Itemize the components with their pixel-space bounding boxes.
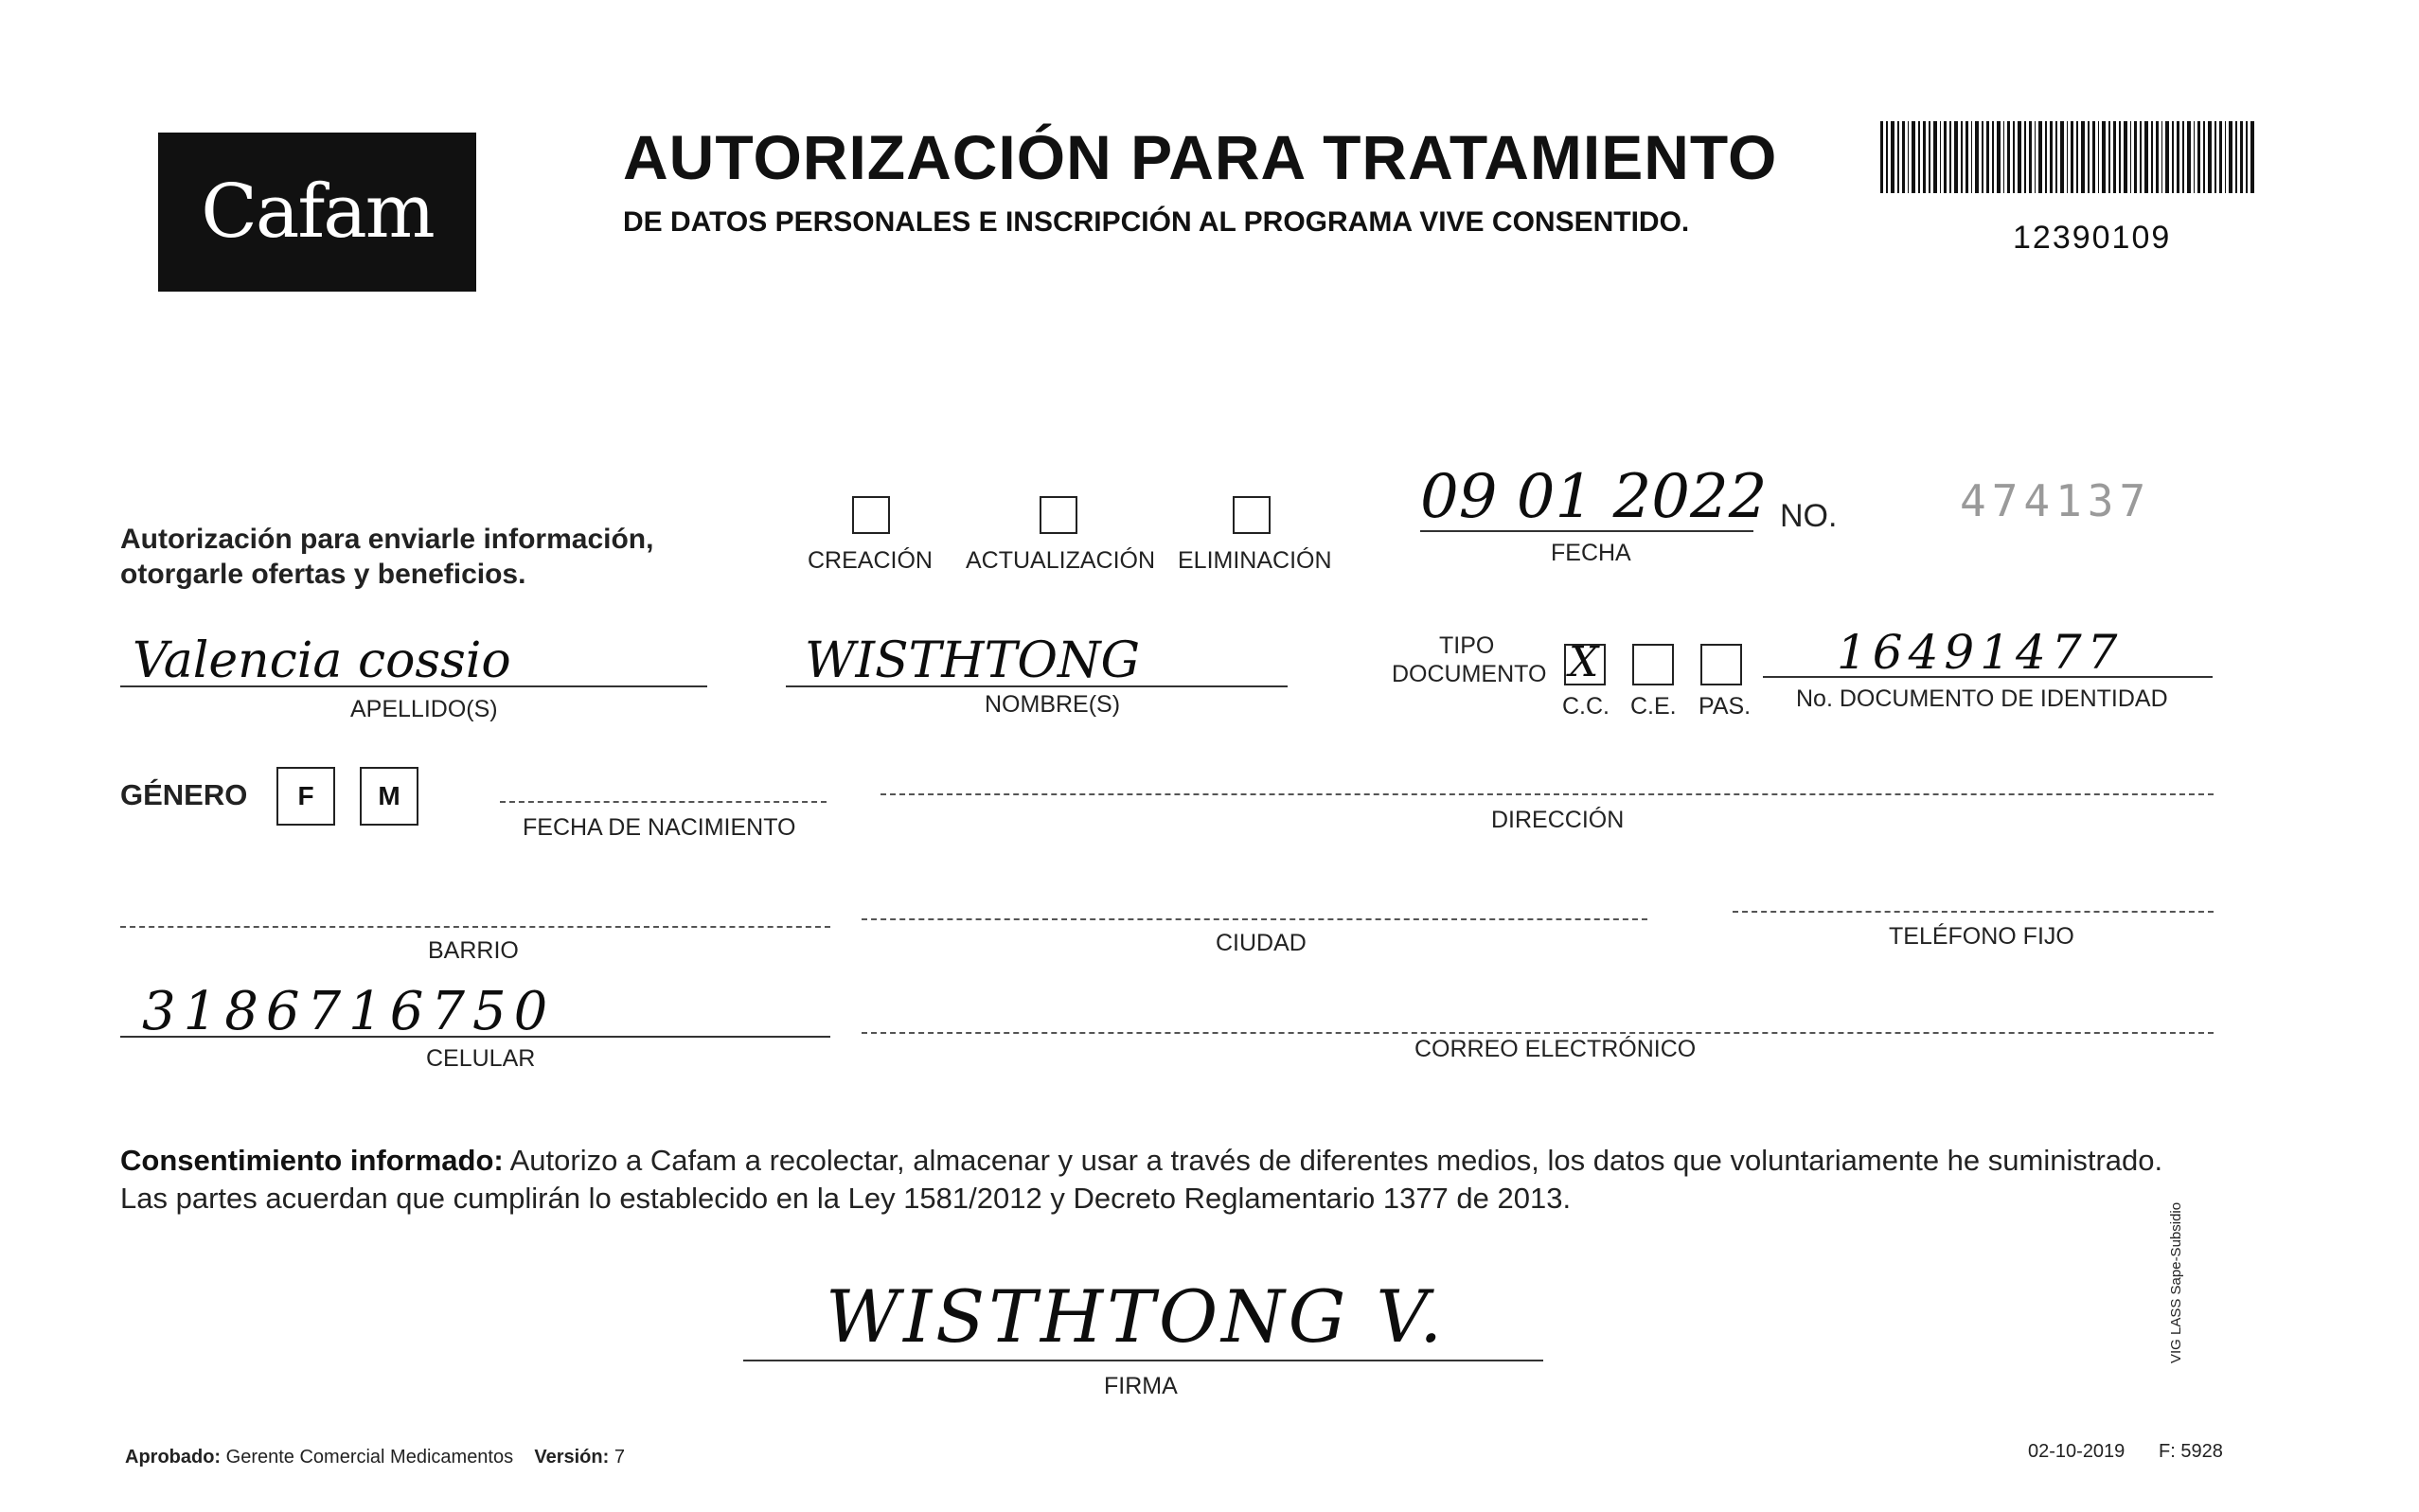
- documento-label: No. DOCUMENTO DE IDENTIDAD: [1796, 685, 2168, 712]
- apellidos-label: APELLIDO(S): [350, 696, 498, 722]
- firma-line: [743, 1360, 1543, 1361]
- consent-heading: Consentimiento informado:: [120, 1144, 504, 1177]
- cafam-logo: Cafam: [158, 133, 476, 292]
- cc-check-mark: X: [1569, 638, 1599, 686]
- ce-label: C.E.: [1630, 693, 1677, 720]
- nombres-line: [786, 685, 1288, 687]
- consent-paragraph: [120, 1142, 2203, 1218]
- genero-f-label: F: [297, 781, 314, 810]
- genero-f-checkbox[interactable]: [276, 767, 335, 826]
- apellidos-line: [120, 685, 707, 687]
- ce-checkbox[interactable]: [1632, 644, 1674, 685]
- direccion-label: DIRECCIÓN: [1491, 807, 1625, 833]
- footer-approval: [125, 1447, 625, 1468]
- intro-line-2: otorgarle ofertas y beneficios.: [120, 559, 526, 590]
- direccion-line[interactable]: [880, 793, 2214, 795]
- pas-checkbox[interactable]: [1700, 644, 1742, 685]
- form-subtitle: DE DATOS PERSONALES E INSCRIPCIÓN AL PROGRAMA VIVE CONSENTIDO.: [623, 206, 1690, 238]
- ciudad-line[interactable]: [862, 918, 1647, 920]
- footer-side-text: VIG LASS Sape-Subsidio: [2168, 1201, 2184, 1363]
- genero-m-checkbox[interactable]: [360, 767, 418, 826]
- pas-label: PAS.: [1699, 693, 1752, 720]
- apellidos-value[interactable]: Valencia cossio: [133, 632, 511, 689]
- telefono-label: TELÉFONO FIJO: [1889, 923, 2074, 950]
- fecha-nacimiento-line: [500, 801, 827, 803]
- nombres-label: NOMBRE(S): [985, 691, 1121, 718]
- barrio-line[interactable]: [120, 926, 830, 928]
- fecha-label: FECHA: [1551, 540, 1631, 566]
- barcode-number: 12390109: [2013, 220, 2172, 256]
- fecha-value[interactable]: 09 01 2022: [1420, 462, 1768, 532]
- ciudad-label: CIUDAD: [1216, 930, 1307, 956]
- cc-label: C.C.: [1562, 693, 1610, 720]
- version-label: Versión:: [534, 1447, 610, 1468]
- correo-line[interactable]: [862, 1032, 2214, 1034]
- creacion-label: CREACIÓN: [808, 547, 933, 574]
- form-title: AUTORIZACIÓN PARA TRATAMIENTO: [623, 122, 1778, 192]
- genero-m-label: M: [378, 781, 400, 810]
- actualizacion-checkbox[interactable]: [1040, 496, 1077, 534]
- fecha-nacimiento-label: FECHA DE NACIMIENTO: [523, 814, 796, 841]
- numero-value: 474137: [1960, 475, 2152, 526]
- eliminacion-label: ELIMINACIÓN: [1178, 547, 1332, 574]
- genero-label: GÉNERO: [120, 778, 248, 811]
- actualizacion-label: ACTUALIZACIÓN: [966, 547, 1156, 574]
- telefono-line[interactable]: [1733, 911, 2214, 913]
- fecha-line: [1420, 530, 1753, 532]
- barrio-label: BARRIO: [428, 937, 519, 964]
- numero-label: NO.: [1780, 498, 1838, 534]
- consent-text: Autorizo a Cafam a recolectar, almacenar y usar a través de diferentes medios, los datos que voluntariamente he suministrado. Las partes acuerdan que cumplirán lo establecido en la Ley 1581/2012 y Decreto Reglamentario 1377 de 2013.: [120, 1144, 2163, 1215]
- intro-line-1: Autorización para enviarle información,: [120, 524, 654, 555]
- documento-line: [1763, 676, 2213, 678]
- footer-date: 02-10-2019: [2028, 1441, 2126, 1462]
- footer-form-code: F: 5928: [2159, 1441, 2223, 1462]
- celular-label: CELULAR: [426, 1045, 536, 1072]
- firma-value[interactable]: WISTHTONG V.: [826, 1274, 1447, 1359]
- creacion-checkbox[interactable]: [852, 496, 890, 534]
- aprobado-value: Gerente Comercial Medicamentos: [225, 1447, 514, 1468]
- firma-label: FIRMA: [1104, 1373, 1178, 1399]
- cc-checkbox[interactable]: [1564, 638, 1606, 686]
- tipo-documento-label-1: TIPO: [1439, 632, 1495, 659]
- tipo-documento-label-2: DOCUMENTO: [1392, 661, 1547, 687]
- version-value: 7: [614, 1447, 625, 1468]
- nombres-value[interactable]: WISTHTONG: [805, 632, 1140, 689]
- eliminacion-checkbox[interactable]: [1233, 496, 1271, 534]
- barcode: [1880, 121, 2255, 193]
- celular-line: [120, 1036, 830, 1038]
- aprobado-label: Aprobado:: [125, 1447, 222, 1468]
- correo-label: CORREO ELECTRÓNICO: [1414, 1036, 1697, 1062]
- documento-value[interactable]: 16491477: [1837, 625, 2124, 680]
- celular-value[interactable]: 3186716750: [142, 981, 556, 1042]
